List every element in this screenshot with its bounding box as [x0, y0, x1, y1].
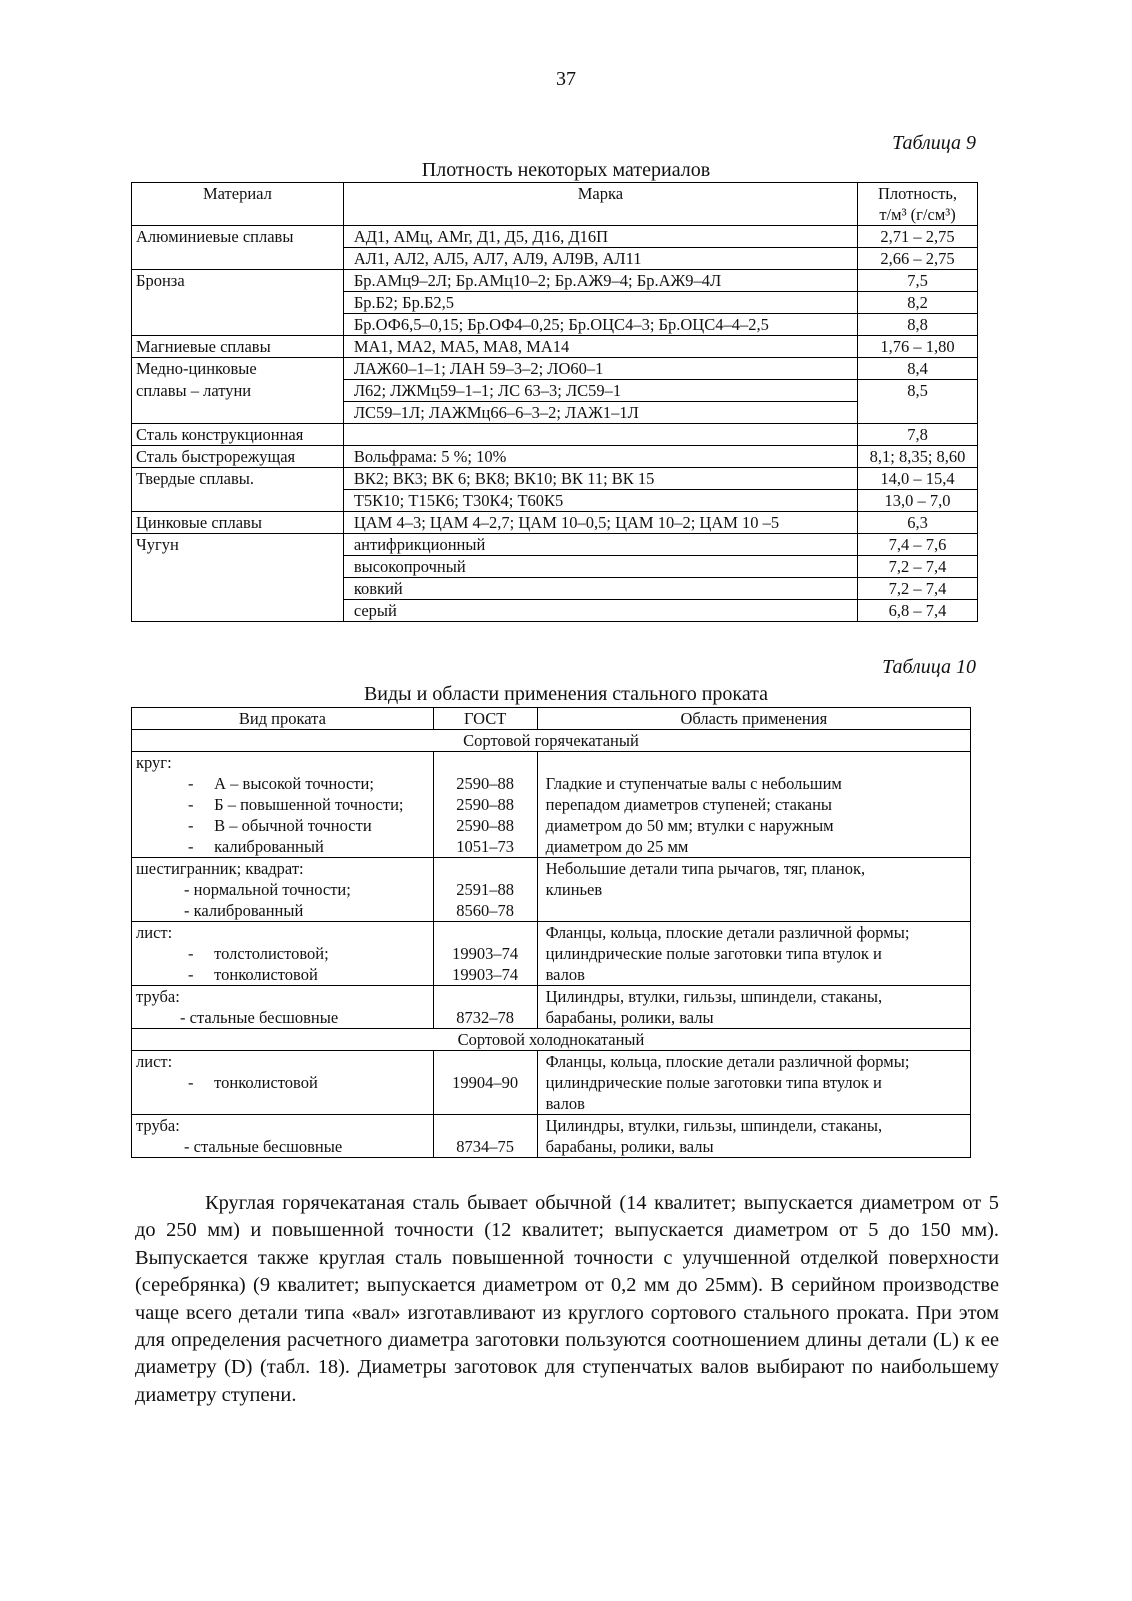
type-item: Б – повышенной точности; — [214, 795, 404, 814]
usage-line: Фланцы, кольца, плоские детали различной формы; — [545, 923, 910, 942]
grade-cell: АЛ1, АЛ2, АЛ5, АЛ7, АЛ9, АЛ9В, АЛ11 — [343, 248, 857, 270]
material-cell — [132, 248, 344, 270]
grade-cell: Бр.ОФ6,5–0,15; Бр.ОФ4–0,25; Бр.ОЦС4–3; Бр.ОЦС4–4–2,5 — [343, 314, 857, 336]
density-cell: 14,0 – 15,4 — [858, 468, 978, 490]
usage-line: барабаны, ролики, валы — [545, 1137, 714, 1156]
gost-cell — [433, 858, 537, 922]
usage-line: цилиндрические полые заготовки типа втулок и — [545, 1073, 882, 1092]
table-row — [132, 424, 978, 446]
gost-value: 2590–88 — [456, 795, 515, 814]
table-row — [132, 512, 978, 534]
density-cell: 7,5 — [858, 270, 978, 292]
density-table — [131, 182, 978, 622]
grade-cell: ЛС59–1Л; ЛАЖМц66–6–3–2; ЛАЖ1–1Л — [343, 402, 857, 424]
grade-cell: Вольфрама: 5 %; 10% — [343, 446, 857, 468]
material-cell — [132, 402, 344, 424]
table10-title: Виды и области применения стального проката — [363, 683, 769, 705]
usage-line: диаметром до 50 мм; втулки с наружным — [545, 816, 834, 835]
gost-cell — [433, 986, 537, 1029]
usage-line: Цилиндры, втулки, гильзы, шпиндели, стаканы, — [545, 987, 883, 1006]
table-row — [132, 358, 978, 380]
table-row — [132, 752, 971, 858]
gost-value: 8734–75 — [456, 1137, 515, 1156]
table-row — [132, 1115, 971, 1158]
page-number: 37 — [556, 68, 576, 90]
gost-value: 8560–78 — [456, 901, 515, 920]
type-cell: лист: - тонколистовой — [132, 1051, 434, 1115]
gost-value: 19903–74 — [452, 944, 519, 963]
table-row — [132, 490, 978, 512]
table-row — [132, 402, 978, 424]
section-row — [132, 1029, 971, 1051]
usage-line: клиньев — [545, 880, 603, 899]
type-cell — [132, 1115, 434, 1158]
type-item: тонколистовой — [214, 1073, 318, 1092]
table-row — [132, 534, 978, 556]
grade-cell: ЛАЖ60–1–1; ЛАН 59–3–2; ЛО60–1 — [343, 358, 857, 380]
type-title: труба: — [136, 987, 180, 1006]
density-cell: 6,3 — [858, 512, 978, 534]
density-cell: 7,2 – 7,4 — [858, 578, 978, 600]
density-cell: 7,8 — [858, 424, 978, 446]
steel-products-table — [131, 707, 971, 1158]
material-cell — [132, 314, 344, 336]
table-header-row — [132, 183, 978, 226]
section-cold: Сортовой холоднокатаный — [132, 1029, 971, 1051]
usage-line: валов — [545, 1094, 585, 1113]
density-cell: 6,8 – 7,4 — [858, 600, 978, 622]
table-row — [132, 446, 978, 468]
density-cell — [858, 402, 978, 424]
usage-cell — [537, 752, 970, 858]
gost-cell — [433, 1051, 537, 1115]
gost-cell — [433, 922, 537, 986]
material-cell: Бронза — [132, 270, 344, 292]
type-cell — [132, 986, 434, 1029]
density-cell: 7,2 – 7,4 — [858, 556, 978, 578]
header-density — [858, 183, 978, 226]
material-cell: Чугун — [132, 534, 344, 556]
material-cell: сплавы – латуни — [132, 380, 344, 402]
section-row — [132, 730, 971, 752]
table-header-row — [132, 708, 971, 730]
grade-cell: высокопрочный — [343, 556, 857, 578]
usage-cell — [537, 858, 970, 922]
usage-cell — [537, 986, 970, 1029]
gost-value: 2591–88 — [456, 880, 515, 899]
grade-cell: ковкий — [343, 578, 857, 600]
type-item: А – высокой точности; — [214, 774, 374, 793]
material-cell: Алюминиевые сплавы — [132, 226, 344, 248]
density-cell: 1,76 – 1,80 — [858, 336, 978, 358]
grade-cell: Л62; ЛЖМц59–1–1; ЛС 63–3; ЛС59–1 — [343, 380, 857, 402]
grade-cell: Т5К10; Т15К6; Т30К4; Т60К5 — [343, 490, 857, 512]
type-item: В – обычной точности — [214, 816, 372, 835]
type-title: шестигранник; квадрат: — [136, 859, 304, 878]
material-cell: Твердые сплавы. — [132, 468, 344, 490]
grade-cell: серый — [343, 600, 857, 622]
type-item: - стальные бесшовные — [184, 1137, 343, 1156]
usage-line: барабаны, ролики, валы — [545, 1008, 714, 1027]
density-cell: 7,4 – 7,6 — [858, 534, 978, 556]
density-cell: 8,8 — [858, 314, 978, 336]
section-hot: Сортовой горячекатаный — [132, 730, 971, 752]
type-cell — [132, 858, 434, 922]
material-cell — [132, 292, 344, 314]
grade-cell: ЦАМ 4–3; ЦАМ 4–2,7; ЦАМ 10–0,5; ЦАМ 10–2; ЦАМ 10 –5 — [343, 512, 857, 534]
type-item: толстолистовой; — [214, 944, 329, 963]
material-cell: Медно-цинковые — [132, 358, 344, 380]
table-row — [132, 1051, 971, 1115]
usage-line: валов — [545, 965, 585, 984]
grade-cell: Бр.АМц9–2Л; Бр.АМц10–2; Бр.АЖ9–4; Бр.АЖ9–4Л — [343, 270, 857, 292]
density-cell: 13,0 – 7,0 — [858, 490, 978, 512]
grade-cell: антифрикционный — [343, 534, 857, 556]
header-type: Вид проката — [132, 708, 434, 730]
type-title: лист: — [136, 1052, 173, 1071]
table9-title: Плотность некоторых материалов — [421, 159, 711, 181]
gost-value: 2590–88 — [456, 774, 515, 793]
type-item: - калиброванный — [184, 901, 304, 920]
table-row — [132, 380, 978, 402]
table10-caption: Таблица 10 — [882, 656, 976, 678]
type-title: труба: — [136, 1116, 180, 1135]
usage-line: перепадом диаметров ступеней; стаканы — [545, 795, 833, 814]
density-cell: 2,66 – 2,75 — [858, 248, 978, 270]
density-cell: 8,4 — [858, 358, 978, 380]
material-cell: Магниевые сплавы — [132, 336, 344, 358]
material-cell — [132, 578, 344, 600]
material-cell: Сталь конструкционная — [132, 424, 344, 446]
usage-line: диаметром до 25 мм — [545, 837, 689, 856]
table-row — [132, 600, 978, 622]
header-material: Материал — [132, 183, 344, 226]
table-row — [132, 226, 978, 248]
table-row — [132, 468, 978, 490]
type-item: калиброванный — [214, 837, 324, 856]
grade-cell: ВК2; ВК3; ВК 6; ВК8; ВК10; ВК 11; ВК 15 — [343, 468, 857, 490]
table-row — [132, 556, 978, 578]
type-item: тонколистовой — [214, 965, 318, 984]
table-row — [132, 314, 978, 336]
grade-cell: Бр.Б2; Бр.Б2,5 — [343, 292, 857, 314]
material-cell — [132, 556, 344, 578]
table-row — [132, 986, 971, 1029]
table9-caption: Таблица 9 — [892, 132, 976, 154]
type-cell: круг: - А – высокой точности; - Б – повышенной точности; - В – обычной точности - калиброванный — [132, 752, 434, 858]
grade-cell — [343, 424, 857, 446]
grade-cell: АД1, АМц, АМг, Д1, Д5, Д16, Д16П — [343, 226, 857, 248]
usage-line: Гладкие и ступенчатые валы с небольшим — [545, 774, 842, 793]
table-row — [132, 858, 971, 922]
gost-cell — [433, 1115, 537, 1158]
usage-cell — [537, 1115, 970, 1158]
gost-value: 8732–78 — [456, 1008, 515, 1027]
gost-value: 2590–88 — [456, 816, 515, 835]
density-cell: 8,5 — [858, 380, 978, 402]
table-row — [132, 336, 978, 358]
material-cell — [132, 600, 344, 622]
table-row — [132, 270, 978, 292]
gost-value: 19904–90 — [452, 1073, 519, 1092]
type-item: - нормальной точности; — [184, 880, 351, 899]
usage-line: цилиндрические полые заготовки типа втулок и — [545, 944, 882, 963]
header-grade: Марка — [343, 183, 857, 226]
density-cell: 2,71 – 2,75 — [858, 226, 978, 248]
usage-cell — [537, 922, 970, 986]
type-title: лист: — [136, 923, 173, 942]
material-cell: Сталь быстрорежущая — [132, 446, 344, 468]
grade-cell: МА1, МА2, МА5, МА8, МА14 — [343, 336, 857, 358]
header-gost: ГОСТ — [433, 708, 537, 730]
paragraph-text: Круглая горячекатаная сталь бывает обычной (14 квалитет; выпускается диаметром от 5 до 250 мм) и повышенной точности (12 квалитет; выпускается диаметром от 5 до 150 мм). Выпускается также круглая сталь повышенной точности с улучшенной отделкой поверхности (серебрянка) (9 квалитет; выпускается диаметром от 0,2 мм до 25мм). В серийном производстве чаще всего детали типа «вал» изготавливают из круглого сортового стального проката. При этом для определения расчетного диаметра заготовки пользуются соотношением длины детали (L) к ее диаметру (D) (табл. 18). Диаметры заготовок для ступенчатых валов выбирают по наибольшему диаметру ступени. — [135, 1192, 999, 1406]
material-cell — [132, 490, 344, 512]
density-cell: 8,2 — [858, 292, 978, 314]
material-cell: Цинковые сплавы — [132, 512, 344, 534]
gost-cell — [433, 752, 537, 858]
density-cell: 8,1; 8,35; 8,60 — [858, 446, 978, 468]
type-title: круг: — [136, 753, 172, 772]
usage-line: Небольшие детали типа рычагов, тяг, планок, — [545, 859, 866, 878]
header-density-line2: т/м³ (г/см³) — [879, 205, 956, 224]
usage-cell — [537, 1051, 970, 1115]
table-row — [132, 578, 978, 600]
gost-value: 19903–74 — [452, 965, 519, 984]
type-cell: лист: - толстолистовой; - тонколистовой — [132, 922, 434, 986]
header-usage: Область применения — [537, 708, 970, 730]
table-row — [132, 248, 978, 270]
table-row — [132, 292, 978, 314]
usage-line: Цилиндры, втулки, гильзы, шпиндели, стаканы, — [545, 1116, 883, 1135]
table-row — [132, 922, 971, 986]
gost-value: 1051–73 — [456, 837, 515, 856]
header-density-line1: Плотность, — [877, 184, 958, 203]
usage-line: Фланцы, кольца, плоские детали различной формы; — [545, 1052, 910, 1071]
body-paragraph — [135, 1190, 999, 1409]
type-item: - стальные бесшовные — [180, 1008, 339, 1027]
